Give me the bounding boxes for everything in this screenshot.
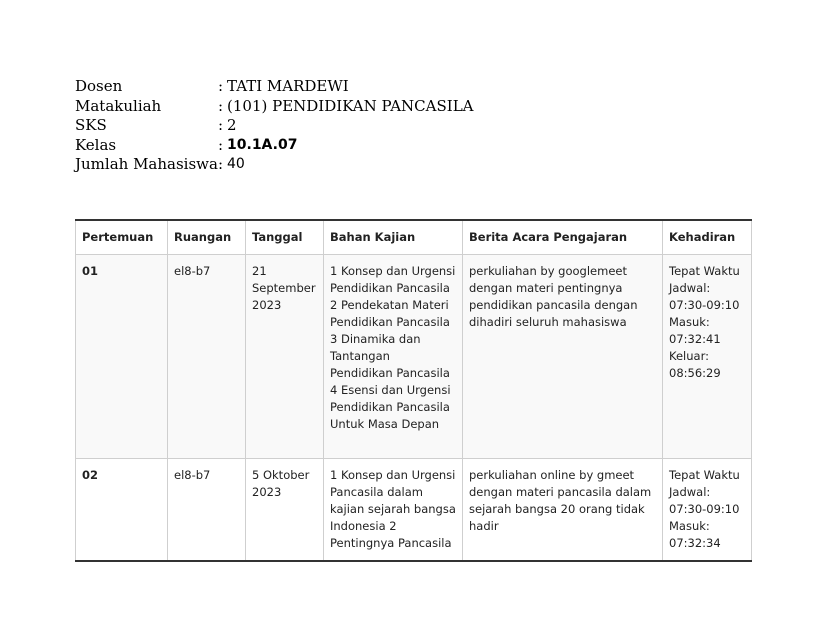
- header-pertemuan: Pertemuan: [76, 220, 168, 255]
- info-row-kelas: [75, 136, 474, 156]
- sks-value: 2: [227, 116, 237, 134]
- cell-bahan-kajian: 1 Konsep dan Urgensi Pancasila dalam kajian sejarah bangsa Indonesia 2 Pentingnya Pancasila: [324, 459, 463, 562]
- info-row-jumlah: [75, 155, 474, 175]
- kelas-label: Kelas: [75, 135, 117, 154]
- info-row-matakuliah: [75, 97, 474, 117]
- table-row: [76, 459, 752, 562]
- header-bahan-kajian: Bahan Kajian: [324, 220, 463, 255]
- course-info: [75, 77, 474, 175]
- matakuliah-label: Matakuliah: [75, 96, 162, 115]
- cell-ruangan: el8-b7: [168, 255, 246, 459]
- matakuliah-value: (101) PENDIDIKAN PANCASILA: [227, 96, 474, 115]
- info-separator: :: [217, 77, 224, 95]
- table-header-row: [76, 220, 752, 255]
- cell-tanggal: 21 September 2023: [246, 255, 324, 459]
- info-separator: :: [217, 155, 224, 173]
- jumlah-value: 40: [227, 156, 245, 172]
- jumlah-label: Jumlah Mahasiswa: [75, 155, 218, 173]
- header-berita-acara: Berita Acara Pengajaran: [463, 220, 663, 255]
- cell-kehadiran: Tepat Waktu Jadwal: 07:30-09:10 Masuk: 07:32:41 Keluar: 08:56:29: [663, 255, 752, 459]
- info-row-sks: [75, 116, 474, 136]
- cell-berita-acara: perkuliahan online by gmeet dengan materi pancasila dalam sejarah bangsa 20 orang tidak hadir: [463, 459, 663, 562]
- info-separator: :: [217, 135, 224, 154]
- dosen-label: Dosen: [75, 77, 123, 95]
- header-kehadiran: Kehadiran: [663, 220, 752, 255]
- cell-berita-acara: perkuliahan by googlemeet dengan materi pentingnya pendidikan pancasila dengan dihadiri seluruh mahasiswa: [463, 255, 663, 459]
- table-row: [76, 255, 752, 459]
- kelas-value: 10.1A.07: [227, 136, 298, 153]
- info-row-dosen: [75, 77, 474, 97]
- dosen-value: TATI MARDEWI: [227, 77, 349, 95]
- header-tanggal: Tanggal: [246, 220, 324, 255]
- info-separator: :: [217, 116, 224, 134]
- attendance-table: [75, 219, 752, 562]
- cell-bahan-kajian: 1 Konsep dan Urgensi Pendidikan Pancasila 2 Pendekatan Materi Pendidikan Pancasila 3 Dinamika dan Tantangan Pendidikan Pancasila 4 Esensi dan Urgensi Pendidikan Pancasila Untuk Masa Depan: [324, 255, 463, 459]
- cell-pertemuan: 02: [76, 459, 168, 562]
- cell-pertemuan: 01: [76, 255, 168, 459]
- info-separator: :: [217, 96, 224, 115]
- cell-tanggal: 5 Oktober 2023: [246, 459, 324, 562]
- sks-label: SKS: [75, 116, 107, 134]
- header-ruangan: Ruangan: [168, 220, 246, 255]
- cell-kehadiran: Tepat Waktu Jadwal: 07:30-09:10 Masuk: 07:32:34: [663, 459, 752, 562]
- cell-ruangan: el8-b7: [168, 459, 246, 562]
